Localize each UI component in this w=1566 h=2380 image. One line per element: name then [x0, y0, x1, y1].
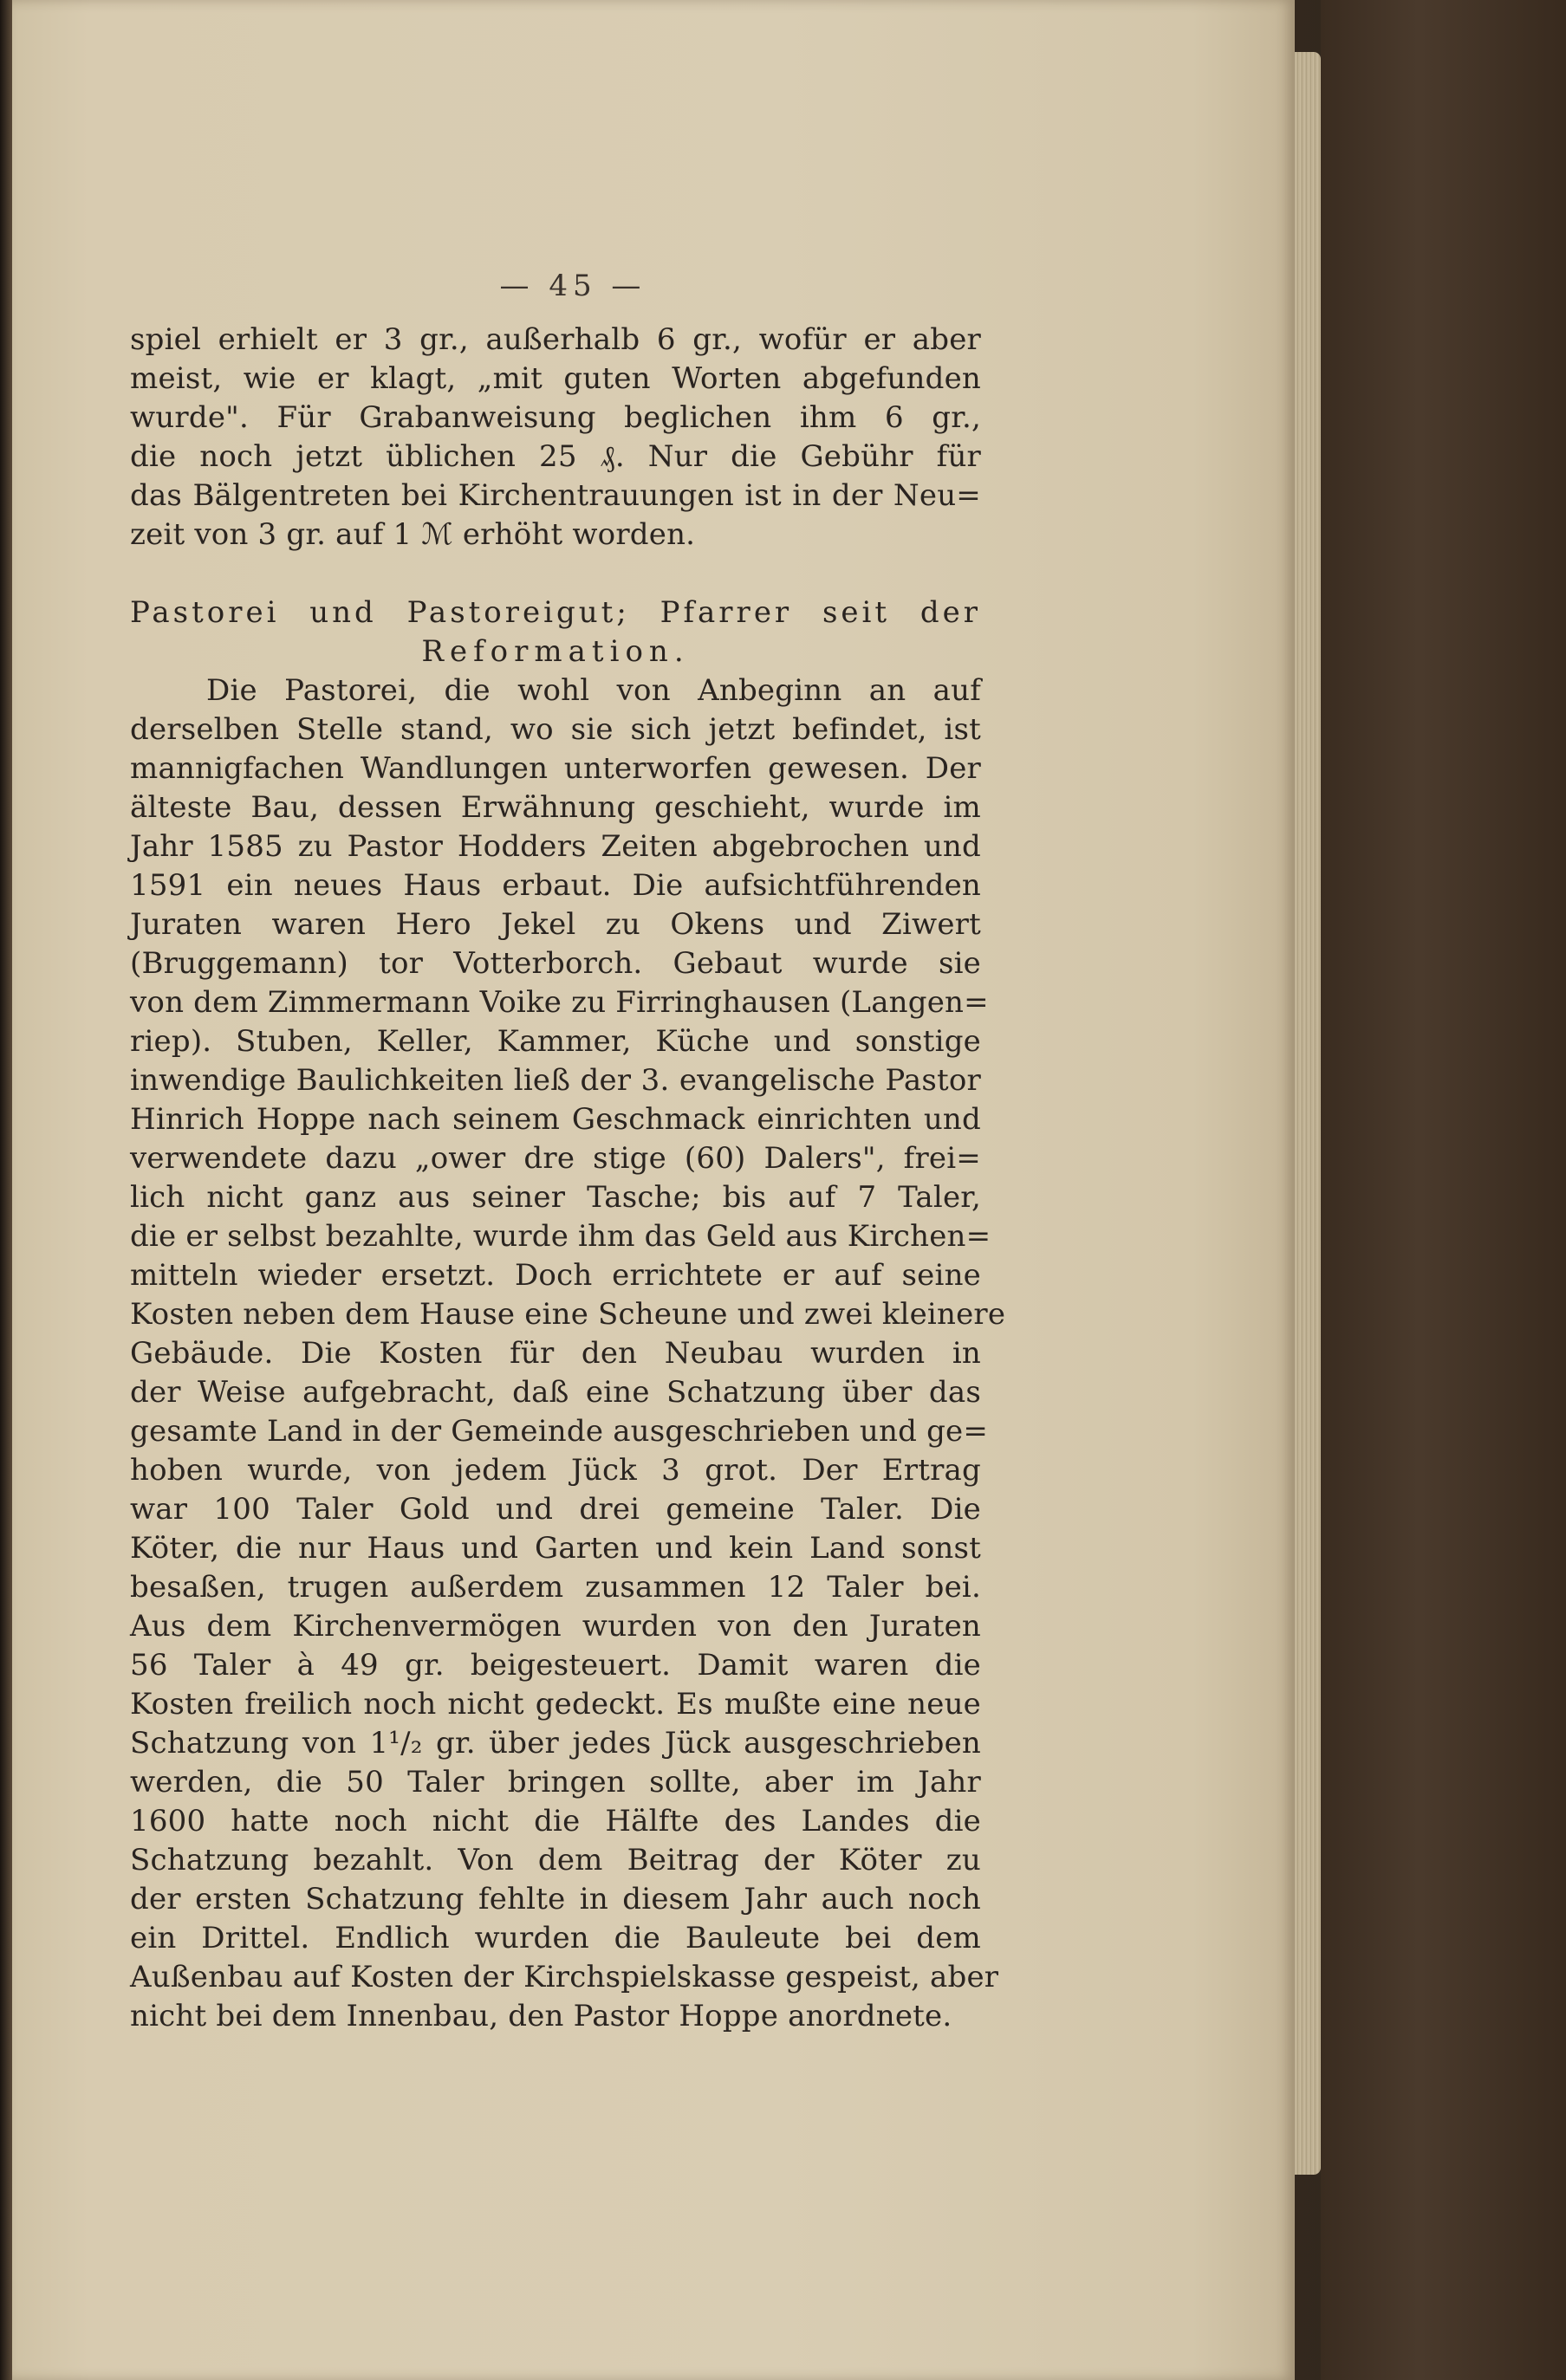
text-line: mannigfachen Wandlungen unterworfen gewesen. Der [130, 751, 981, 786]
text-line: der Weise aufgebracht, daß eine Schatzung über das [130, 1375, 981, 1410]
text-line: 1600 hatte noch nicht die Hälfte des Landes die [130, 1804, 981, 1839]
text-line: Außenbau auf Kosten der Kirchspielskasse gespeist, aber [130, 1960, 999, 1994]
text-line: verwendete dazu „ower dre stige (60) Dalers", frei= [130, 1141, 981, 1176]
page-text [130, 251, 1006, 2036]
text-line: Köter, die nur Haus und Garten und kein Land sonst [130, 1531, 981, 1566]
text-line: lich nicht ganz aus seiner Tasche; bis auf 7 Taler, [130, 1180, 981, 1215]
text-line: gesamte Land in der Gemeinde ausgeschrieben und ge= [130, 1414, 989, 1449]
text-line: Juraten waren Hero Jekel zu Okens und Ziwert [130, 907, 981, 942]
section-spacer [130, 554, 981, 593]
text-line: besaßen, trugen außerdem zusammen 12 Taler bei. [130, 1570, 981, 1605]
heading-line: Reformation. [421, 634, 690, 669]
text-line: das Bälgentreten bei Kirchentrauungen ist in der Neu= [130, 478, 981, 513]
text-line: ein Drittel. Endlich wurden die Bauleute bei dem [130, 1921, 981, 1955]
text-line: 56 Taler à 49 gr. beigesteuert. Damit waren die [130, 1648, 981, 1683]
text-line: riep). Stuben, Keller, Kammer, Küche und sonstige [130, 1024, 981, 1059]
text-line: Die Pastorei, die wohl von Anbeginn an auf [206, 673, 981, 708]
text-line: die noch jetzt üblichen 25 ₰. Nur die Gebühr für [130, 439, 981, 474]
text-line: spiel erhielt er 3 gr., außerhalb 6 gr., wofür er aber [130, 322, 981, 357]
text-line: hoben wurde, von jedem Jück 3 grot. Der Ertrag [130, 1453, 981, 1488]
section-heading [130, 593, 981, 671]
text-line: war 100 Taler Gold und drei gemeine Taler. Die [130, 1492, 981, 1527]
page-stack-edge [1295, 52, 1321, 2175]
text-line: der ersten Schatzung fehlte in diesem Jahr auch noch [130, 1882, 981, 1916]
text-line: Kosten freilich noch nicht gedeckt. Es mußte eine neue [130, 1687, 981, 1722]
text-line: meist, wie er klagt, „mit guten Worten abgefunden [130, 361, 981, 396]
text-line: 1591 ein neues Haus erbaut. Die aufsichtführenden [130, 868, 981, 903]
text-line: Jahr 1585 zu Pastor Hodders Zeiten abgebrochen und [130, 829, 981, 864]
text-line: Gebäude. Die Kosten für den Neubau wurden in [130, 1336, 981, 1371]
text-line: die er selbst bezahlte, wurde ihm das Geld aus Kirchen= [130, 1219, 991, 1254]
book-cover [1321, 0, 1566, 2380]
text-line: (Bruggemann) tor Votterborch. Gebaut wurde sie [130, 946, 981, 981]
text-line: derselben Stelle stand, wo sie sich jetzt befindet, ist [130, 712, 981, 747]
page-number: — 45 — [499, 269, 647, 303]
paragraph-fees [130, 321, 981, 554]
heading-line: Pastorei und Pastoreigut; Pfarrer seit der [130, 595, 981, 630]
text-line: Schatzung von 1¹/₂ gr. über jedes Jück ausgeschrieben [130, 1726, 981, 1761]
text-line: werden, die 50 Taler bringen sollte, aber im Jahr [130, 1765, 981, 1800]
text-line: nicht bei dem Innenbau, den Pastor Hoppe anordnete. [130, 1999, 952, 2033]
text-line: wurde". Für Grabanweisung beglichen ihm 6 gr., [130, 400, 981, 435]
text-line: Kosten neben dem Hause eine Scheune und zwei kleinere [130, 1297, 1006, 1332]
text-line: von dem Zimmermann Voike zu Firringhausen (Langen= [130, 985, 989, 1020]
paragraph-pastorei [130, 671, 1006, 2036]
text-line: Hinrich Hoppe nach seinem Geschmack einrichten und [130, 1102, 981, 1137]
text-line: älteste Bau, dessen Erwähnung geschieht, wurde im [130, 790, 981, 825]
text-line: Schatzung bezahlt. Von dem Beitrag der Köter zu [130, 1843, 981, 1877]
text-line: mitteln wieder ersetzt. Doch errichtete er auf seine [130, 1258, 981, 1293]
text-line: inwendige Baulichkeiten ließ der 3. evangelische Pastor [130, 1063, 981, 1098]
text-line: Aus dem Kirchenvermögen wurden von den Juraten [130, 1609, 981, 1644]
left-page-edge [0, 0, 12, 2380]
text-line: zeit von 3 gr. auf 1 ℳ erhöht worden. [130, 517, 696, 552]
